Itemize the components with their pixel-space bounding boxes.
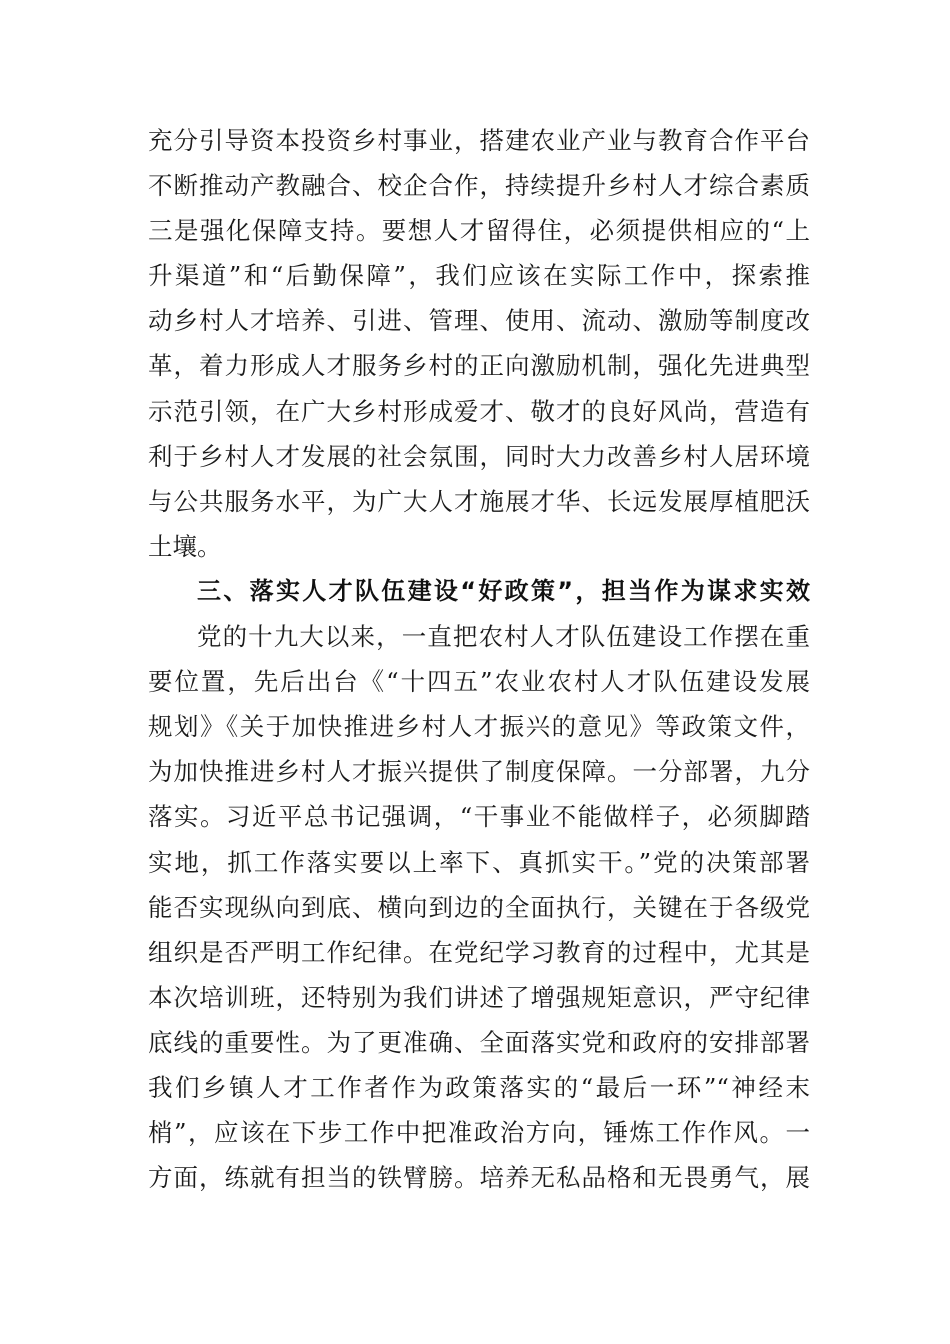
paragraph-line: 要位置，先后出台《“十四五”农业农村人才队伍建设发展 <box>148 667 810 697</box>
paragraph-line-first: 党的十九大以来，一直把农村人才队伍建设工作摆在重 <box>197 622 810 652</box>
paragraph-line: 梢”，应该在下步工作中把准政治方向，锤炼工作作风。一 <box>148 1118 810 1148</box>
document-body <box>148 118 810 1200</box>
paragraph-2 <box>148 614 810 1200</box>
paragraph-line-last: 土壤。 <box>148 531 222 561</box>
paragraph-line: 充分引导资本投资乡村事业，搭建农业产业与教育合作平台 <box>148 126 810 155</box>
paragraph-line: 革，着力形成人才服务乡村的正向激励机制，强化先进典型 <box>148 351 810 381</box>
paragraph-line: 方面，练就有担当的铁臂膀。培养无私品格和无畏勇气，展 <box>148 1163 810 1193</box>
paragraph-line: 我们乡镇人才工作者作为政策落实的“最后一环”“神经末 <box>148 1072 810 1102</box>
paragraph-1 <box>148 118 810 569</box>
paragraph-line: 三是强化保障支持。要想人才留得住，必须提供相应的“上 <box>148 216 810 246</box>
paragraph-line: 能否实现纵向到底、横向到边的全面执行，关键在于各级党 <box>148 892 810 922</box>
paragraph-line: 升渠道”和“后勤保障”，我们应该在实际工作中，探索推 <box>148 261 810 291</box>
paragraph-line: 与公共服务水平，为广大人才施展才华、长远发展厚植肥沃 <box>148 486 810 516</box>
paragraph-line: 组织是否严明工作纪律。在党纪学习教育的过程中，尤其是 <box>148 937 810 967</box>
paragraph-line: 落实。习近平总书记强调，“干事业不能做样子，必须脚踏 <box>148 802 810 832</box>
paragraph-line: 为加快推进乡村人才振兴提供了制度保障。一分部署，九分 <box>148 757 810 787</box>
paragraph-line: 实地，抓工作落实要以上率下、真抓实干。”党的决策部署 <box>148 847 810 877</box>
paragraph-line: 动乡村人才培养、引进、管理、使用、流动、激励等制度改 <box>148 306 810 336</box>
paragraph-line: 本次培训班，还特别为我们讲述了增强规矩意识，严守纪律 <box>148 982 810 1012</box>
paragraph-line: 不断推动产教融合、校企合作，持续提升乡村人才综合素质 <box>148 171 810 201</box>
paragraph-line: 示范引领，在广大乡村形成爱才、敬才的良好风尚，营造有 <box>148 396 810 426</box>
paragraph-line: 利于乡村人才发展的社会氛围，同时大力改善乡村人居环境 <box>148 441 810 471</box>
paragraph-line: 底线的重要性。为了更准确、全面落实党和政府的安排部署 <box>148 1027 810 1057</box>
section-heading: 三、落实人才队伍建设“好政策”，担当作为谋求实效 <box>197 576 810 605</box>
paragraph-line: 规划》《关于加快推进乡村人才振兴的意见》等政策文件， <box>148 712 810 742</box>
